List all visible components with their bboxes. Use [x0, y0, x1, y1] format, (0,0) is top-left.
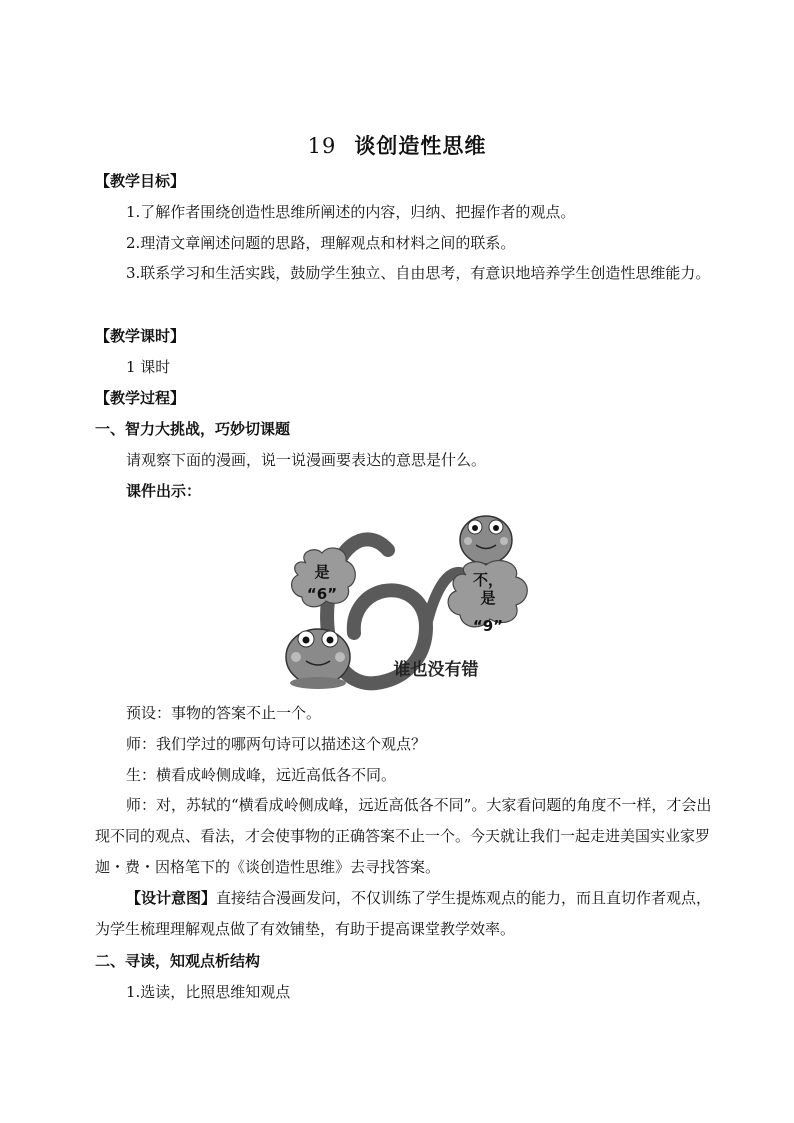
design-intent-text: 直接结合漫画发问，不仅训练了学生提炼观点的能力，而且直切作者观点，为学生梳理理解观点做了有效铺垫，有助于提高课堂教学效率。	[95, 889, 712, 938]
lesson-title: 谈创造性思维	[354, 133, 487, 158]
section2-heading: 二、寻读，知观点析结构	[95, 952, 261, 970]
comic-caption: 谁也没有错	[393, 660, 479, 680]
dialogue-line-3: 生：横看成岭侧成峰，远近高低各不同。	[126, 766, 397, 784]
design-intent-paragraph	[95, 883, 719, 945]
right-bubble-line-2: 是	[480, 589, 496, 607]
dialogue-line-1: 预设：事物的答案不止一个。	[126, 704, 322, 722]
section2-item-1: 1.选读，比照思维知观点	[126, 983, 291, 1001]
design-intent-label: 【设计意图】	[126, 889, 217, 907]
hours-value: 1 课时	[126, 358, 171, 376]
courseware-label: 课件出示：	[126, 482, 202, 500]
left-speech-bubble	[292, 548, 356, 607]
lesson-number: 19	[307, 134, 337, 158]
left-bubble-line-2: “6”	[306, 585, 338, 603]
comic-illustration	[276, 505, 536, 695]
left-bubble-line-1: 是	[314, 563, 330, 581]
process-heading: 【教学过程】	[95, 389, 186, 407]
section1-heading: 一、智力大挑战，巧妙切课题	[95, 420, 291, 438]
page-title	[0, 130, 794, 160]
right-bubble-line-3: “9”	[472, 617, 504, 635]
objectives-heading: 【教学目标】	[95, 172, 186, 190]
objective-item-2: 2.理清文章阐述问题的思路，理解观点和材料之间的联系。	[126, 234, 516, 252]
dialogue-line-2: 师：我们学过的哪两句诗可以描述这个观点？	[126, 735, 427, 753]
dialogue-line-4: 师：对，苏轼的“横看成岭侧成峰，远近高低各不同”。大家看问题的角度不一样，才会出现不同的观点、看法，才会使事物的正确答案不止一个。今天就让我们一起走进美国实业家罗迦・费・因格笔下的《谈创造性思维》去寻找答案。	[95, 796, 712, 876]
hours-heading: 【教学课时】	[95, 327, 186, 345]
section1-prompt: 请观察下面的漫画，说一说漫画要表达的意思是什么。	[126, 451, 487, 469]
objective-item-1: 1.了解作者围绕创造性思维所阐述的内容，归纳、把握作者的观点。	[126, 203, 576, 221]
objective-item-3: 3.联系学习和生活实践，鼓励学生独立、自由思考，有意识地培养学生创造性思维能力。	[126, 264, 711, 282]
frog-bottom-left	[286, 629, 350, 689]
frog-top-right	[460, 516, 512, 564]
right-bubble-line-1: 不，	[472, 571, 504, 589]
